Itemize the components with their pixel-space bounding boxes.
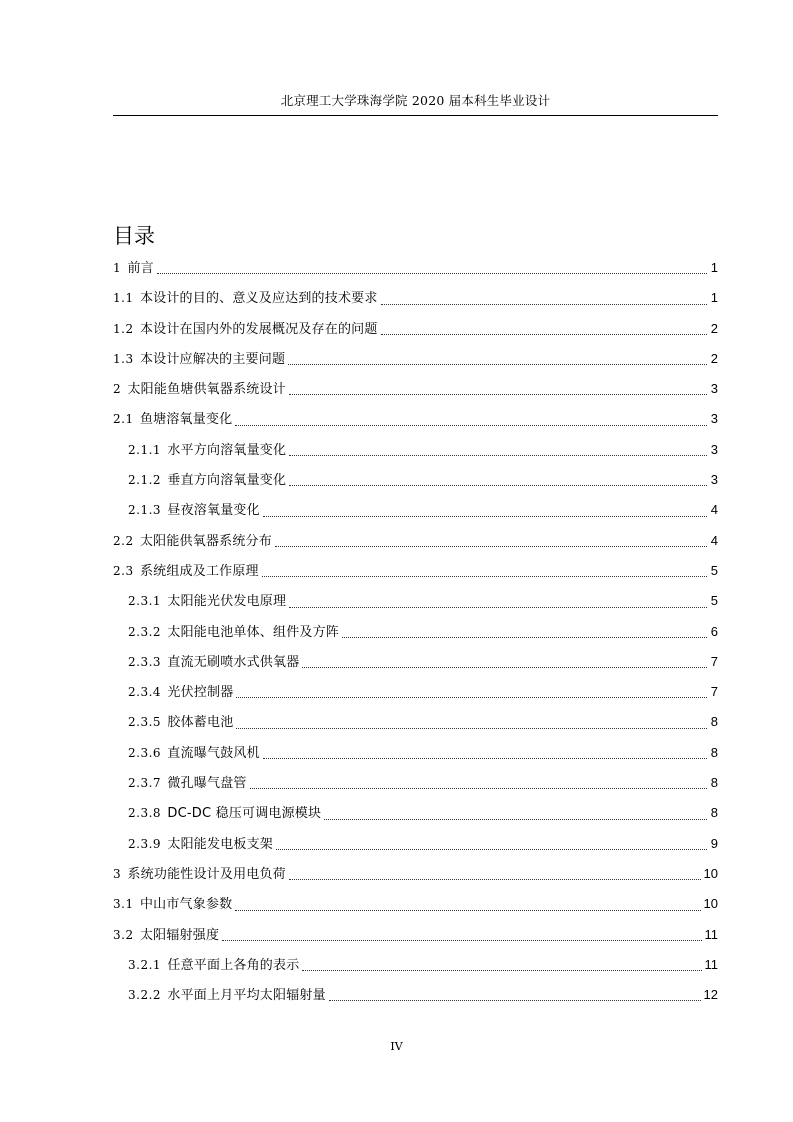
toc-entry-label bbox=[113, 407, 232, 432]
toc-entry-title: 太阳能发电板支架 bbox=[167, 836, 273, 852]
toc-entry[interactable] bbox=[113, 892, 718, 922]
toc-entry-title: 昼夜溶氧量变化 bbox=[167, 503, 260, 519]
toc-entry-page: 4 bbox=[710, 532, 718, 548]
toc-entry-label bbox=[128, 680, 233, 705]
toc-entry-page: 1 bbox=[710, 260, 718, 275]
toc-entry-page: 10 bbox=[703, 896, 718, 912]
toc-entry-page: 8 bbox=[710, 714, 718, 730]
toc-entry-number: 2.3.1 bbox=[128, 594, 162, 609]
toc-entry[interactable] bbox=[113, 710, 718, 740]
toc-entry-page: 5 bbox=[710, 562, 718, 578]
toc-entry-number: 2.1.1 bbox=[128, 442, 162, 457]
toc-leader-dots bbox=[250, 788, 707, 789]
toc-entry-title: 胶体蓄电池 bbox=[167, 715, 234, 731]
toc-entry-label bbox=[113, 347, 285, 372]
toc-entry-number: 2.3.9 bbox=[128, 836, 162, 851]
toc-entry-number: 3.2 bbox=[113, 927, 134, 942]
toc-entry[interactable] bbox=[113, 771, 718, 801]
toc-entry-number: 2.3.7 bbox=[128, 776, 162, 791]
toc-entry-title: 直流无刷喷水式供氧器 bbox=[167, 654, 300, 670]
toc-leader-dots bbox=[236, 728, 707, 729]
toc-entry-number: 2.3.2 bbox=[128, 624, 162, 639]
toc-entry-label bbox=[128, 983, 326, 1008]
toc-leader-dots bbox=[235, 425, 707, 426]
toc-entry[interactable] bbox=[113, 468, 718, 498]
toc-entry-page: 11 bbox=[704, 956, 718, 972]
toc-entry-title: 水平方向溶氧量变化 bbox=[167, 442, 287, 458]
toc-entry-title: DC-DC 稳压可调电源模块 bbox=[167, 806, 322, 822]
toc-entry-title: 本设计在国内外的发展概况及存在的问题 bbox=[139, 321, 378, 337]
toc-entry-page: 7 bbox=[710, 684, 718, 700]
toc-entry-page: 5 bbox=[710, 593, 718, 609]
toc-entry-title: 光伏控制器 bbox=[167, 685, 234, 701]
toc-entry-label bbox=[113, 892, 232, 917]
toc-entry-title: 系统功能性设计及用电负荷 bbox=[127, 866, 286, 882]
toc-entry-number: 3.1 bbox=[113, 897, 134, 912]
toc-entry[interactable] bbox=[113, 256, 718, 286]
toc-entry-number: 2.3.8 bbox=[128, 806, 162, 821]
toc-entry[interactable] bbox=[113, 377, 718, 407]
toc-entry[interactable] bbox=[113, 650, 718, 680]
toc-entry-label bbox=[128, 650, 299, 675]
toc-entry-title: 太阳能鱼塘供氧器系统设计 bbox=[127, 382, 286, 398]
toc-entry-label bbox=[128, 832, 273, 857]
toc-leader-dots bbox=[222, 940, 701, 941]
toc-leader-dots bbox=[381, 334, 707, 335]
toc-entry-label bbox=[128, 620, 339, 645]
toc-entry-number: 2.2 bbox=[113, 533, 134, 548]
toc-leader-dots bbox=[263, 758, 707, 759]
toc-leader-dots bbox=[302, 667, 707, 668]
toc-leader-dots bbox=[289, 607, 707, 608]
toc-leader-dots bbox=[302, 970, 701, 971]
toc-leader-dots bbox=[324, 819, 707, 820]
toc-entry-page: 7 bbox=[710, 653, 718, 669]
toc-entry[interactable] bbox=[113, 801, 718, 831]
toc-entry-page: 10 bbox=[703, 865, 718, 881]
toc-entry[interactable] bbox=[113, 741, 718, 771]
toc-entry-number: 2.1.3 bbox=[128, 503, 162, 518]
toc-entry-title: 前言 bbox=[127, 261, 154, 276]
toc-entry-title: 鱼塘溶氧量变化 bbox=[139, 412, 233, 428]
toc-entry-label bbox=[128, 498, 260, 523]
toc-entry-title: 太阳能供氧器系统分布 bbox=[139, 533, 272, 549]
toc-entry-number: 2.3.4 bbox=[128, 685, 162, 700]
page-header bbox=[113, 92, 718, 116]
toc-entry-page: 1 bbox=[710, 290, 718, 306]
toc-entry-label bbox=[113, 529, 272, 554]
toc-leader-dots bbox=[275, 546, 707, 547]
toc-entry-label bbox=[128, 438, 286, 463]
toc-entry-title: 中山市气象参数 bbox=[139, 897, 233, 913]
toc-entry[interactable] bbox=[113, 438, 718, 468]
toc-entry-number: 3 bbox=[113, 866, 122, 881]
toc-entry-number: 1.3 bbox=[113, 351, 134, 366]
toc-entry-page: 12 bbox=[703, 987, 718, 1003]
toc-title: 目录 bbox=[113, 224, 155, 248]
toc-entry-title: 太阳能光伏发电原理 bbox=[167, 594, 287, 610]
toc-entry-number: 1 bbox=[113, 261, 122, 275]
toc-leader-dots bbox=[289, 394, 707, 395]
toc-leader-dots bbox=[235, 910, 700, 911]
toc-leader-dots bbox=[381, 304, 707, 305]
toc-leader-dots bbox=[329, 1000, 701, 1001]
toc-entry-title: 垂直方向溶氧量变化 bbox=[167, 473, 287, 489]
toc-entry[interactable] bbox=[113, 832, 718, 862]
toc-entry[interactable] bbox=[113, 529, 718, 559]
toc-entry-label bbox=[128, 468, 286, 493]
toc-leader-dots bbox=[289, 455, 707, 456]
toc-entry[interactable] bbox=[113, 559, 718, 589]
toc-entry-title: 直流曝气鼓风机 bbox=[167, 745, 260, 761]
toc-entry-label bbox=[113, 923, 219, 948]
toc-entry-number: 1.1 bbox=[113, 291, 134, 306]
toc-entry-page: 3 bbox=[710, 411, 718, 427]
toc-leader-dots bbox=[263, 516, 707, 517]
toc-entry-title: 水平面上月平均太阳辐射量 bbox=[167, 988, 326, 1004]
toc-entry-number: 2.3.5 bbox=[128, 715, 162, 730]
toc-entry-title: 本设计应解决的主要问题 bbox=[139, 351, 286, 367]
toc-entry-title: 太阳能电池单体、组件及方阵 bbox=[167, 624, 339, 640]
toc-entry-label bbox=[128, 771, 247, 796]
toc-entry-label bbox=[128, 801, 321, 826]
toc-entry-page: 8 bbox=[710, 744, 718, 760]
toc-entry[interactable] bbox=[113, 680, 718, 710]
toc-entry-page: 2 bbox=[710, 350, 718, 366]
toc-leader-dots bbox=[157, 273, 707, 274]
toc-entry-page: 8 bbox=[710, 805, 718, 821]
toc-leader-dots bbox=[236, 697, 707, 698]
toc-entry-page: 3 bbox=[710, 381, 718, 397]
toc-entry-page: 6 bbox=[710, 623, 718, 639]
toc-entry-number: 3.2.1 bbox=[128, 957, 162, 972]
toc-entry-number: 2.3.6 bbox=[128, 745, 162, 760]
toc-entry-label bbox=[113, 286, 378, 311]
toc-entry-number: 2.3.3 bbox=[128, 654, 162, 669]
toc-entry[interactable] bbox=[113, 923, 718, 953]
toc-leader-dots bbox=[289, 485, 707, 486]
toc-leader-dots bbox=[288, 364, 707, 365]
toc-entry[interactable] bbox=[113, 983, 718, 1013]
toc-entry-number: 3.2.2 bbox=[128, 988, 162, 1003]
toc-entry-number: 2 bbox=[113, 382, 122, 397]
toc-entry-label bbox=[113, 559, 259, 584]
page-number: IV bbox=[390, 1040, 403, 1053]
toc-entry[interactable] bbox=[113, 347, 718, 377]
toc-entry-number: 2.1 bbox=[113, 412, 134, 427]
toc-entry-page: 2 bbox=[710, 320, 718, 336]
toc-entry-number: 2.3 bbox=[113, 563, 134, 578]
header-text: 北京理工大学珠海学院 2020 届本科生毕业设计 bbox=[280, 93, 551, 108]
toc-entry-title: 系统组成及工作原理 bbox=[139, 563, 259, 579]
toc-entry-page: 11 bbox=[704, 926, 718, 942]
toc-leader-dots bbox=[289, 879, 701, 880]
toc-entry-label bbox=[128, 589, 286, 614]
toc-entry-number: 1.2 bbox=[113, 321, 134, 336]
toc-entry-page: 9 bbox=[710, 835, 718, 851]
toc-entry-page: 3 bbox=[710, 441, 718, 457]
toc-entry-title: 太阳辐射强度 bbox=[139, 927, 220, 943]
toc-leader-dots bbox=[276, 849, 707, 850]
toc-entry-title: 任意平面上各角的表示 bbox=[167, 957, 300, 973]
toc-entry[interactable] bbox=[113, 953, 718, 983]
toc-entry-label bbox=[128, 710, 233, 735]
toc-entry-label bbox=[113, 256, 154, 281]
toc-entry-title: 微孔曝气盘管 bbox=[167, 776, 247, 792]
toc-entry-label bbox=[128, 953, 299, 978]
toc-entry-page: 3 bbox=[710, 472, 718, 488]
table-of-contents bbox=[113, 256, 718, 1013]
toc-entry-label bbox=[128, 741, 260, 766]
toc-leader-dots bbox=[262, 576, 707, 577]
toc-entry[interactable] bbox=[113, 862, 718, 892]
toc-entry-number: 2.1.2 bbox=[128, 473, 162, 488]
toc-entry-page: 4 bbox=[710, 502, 718, 518]
toc-entry-label bbox=[113, 862, 286, 887]
toc-entry[interactable] bbox=[113, 317, 718, 347]
toc-entry[interactable] bbox=[113, 620, 718, 650]
toc-entry-label bbox=[113, 377, 286, 402]
toc-entry[interactable] bbox=[113, 407, 718, 437]
toc-leader-dots bbox=[342, 637, 707, 638]
toc-entry[interactable] bbox=[113, 589, 718, 619]
toc-entry[interactable] bbox=[113, 286, 718, 316]
toc-entry-title: 本设计的目的、意义及应达到的技术要求 bbox=[139, 291, 378, 307]
toc-entry-page: 8 bbox=[710, 775, 718, 791]
toc-entry-label bbox=[113, 317, 378, 342]
toc-entry[interactable] bbox=[113, 498, 718, 528]
